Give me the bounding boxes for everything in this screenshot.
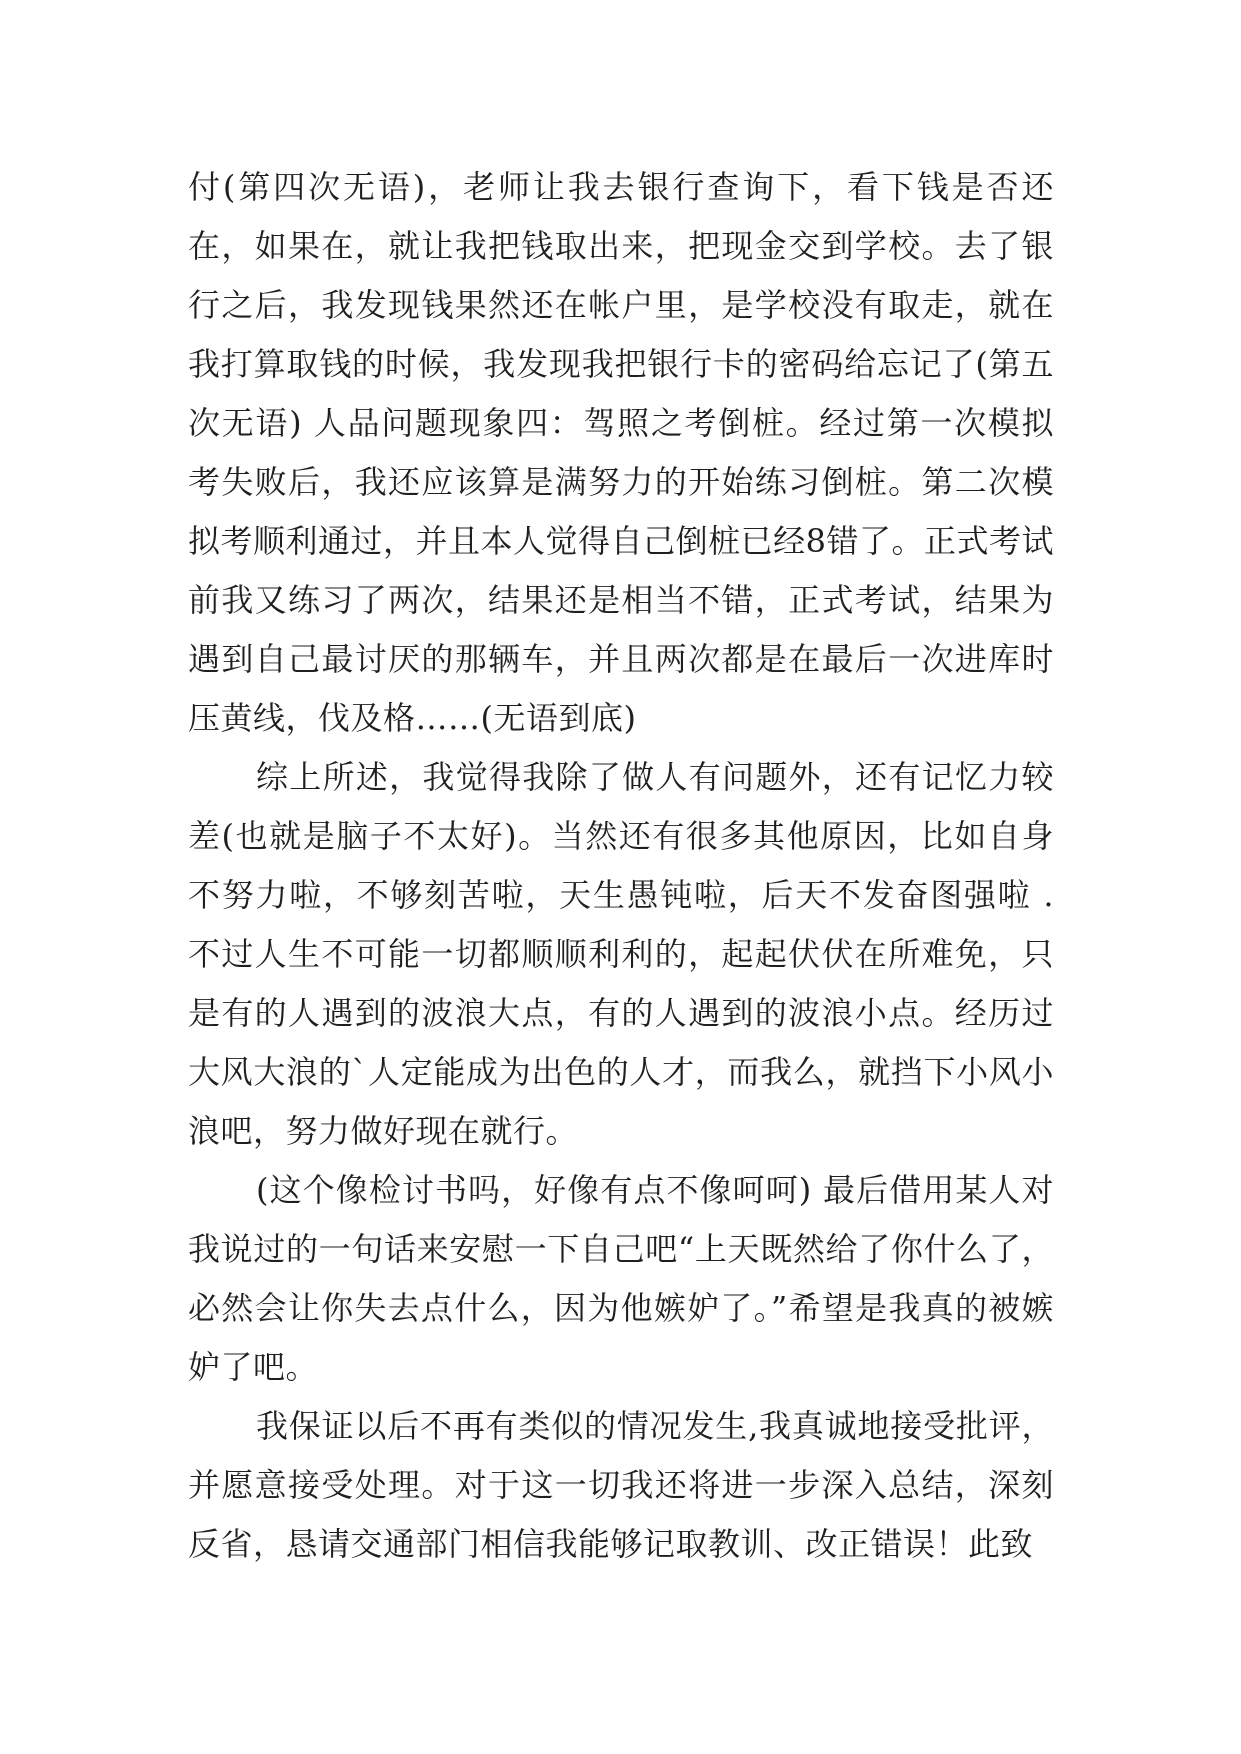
paragraph-remark: (这个像检讨书吗，好像有点不像呵呵) 最后借用某人对我说过的一句话来安慰一下自己吧“上天既然给了你什么了，必然会让你失去点什么，因为他嫉妒了。”希望是我真的被嫉妒了吧。 (188, 1171, 1054, 1386)
paragraph-pledge: 我保证以后不再有类似的情况发生,我真诚地接受批评，并愿意接受处理。对于这一切我还将进一步深入总结，深刻反省，恳请交通部门相信我能够记取教训、改正错误！此致 (188, 1407, 1054, 1563)
document-body (188, 158, 1054, 1574)
paragraph-summary: 综上所述，我觉得我除了做人有问题外，还有记忆力较差(也就是脑子不太好)。当然还有很多其他原因，比如自身不努力啦，不够刻苦啦，天生愚钝啦，后天不发奋图强啦 .不过人生不可能一切都顺顺利利的，起起伏伏在所难免，只是有的人遇到的波浪大点，有的人遇到的波浪小点。经历过大风大浪的`人定能成为出色的人才，而我么，就挡下小风小浪吧，努力做好现在就行。 (188, 758, 1054, 1150)
paragraph-continuation: 付(第四次无语)，老师让我去银行查询下，看下钱是否还在，如果在，就让我把钱取出来，把现金交到学校。去了银行之后，我发现钱果然还在帐户里，是学校没有取走，就在我打算取钱的时候，我发现我把银行卡的密码给忘记了(第五次无语) 人品问题现象四：驾照之考倒桩。经过第一次模拟考失败后，我还应该算是满努力的开始练习倒桩。第二次模拟考顺利通过，并且本人觉得自己倒桩已经8错了。正式考试前我又练习了两次，结果还是相当不错，正式考试，结果为遇到自己最讨厌的那辆车，并且两次都是在最后一次进库时压黄线，伐及格……(无语到底) (188, 168, 1054, 737)
